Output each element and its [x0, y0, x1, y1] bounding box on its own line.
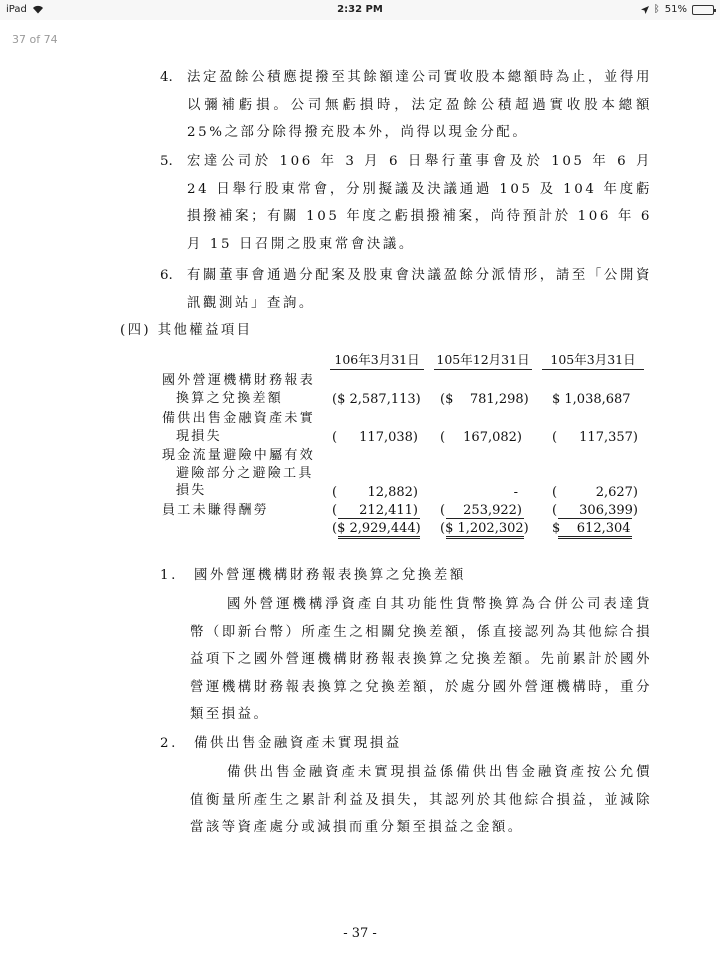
row-label-line: 備供出售金融資產未實 [162, 411, 316, 426]
row-label-line: 損失 [176, 483, 207, 498]
table-total-cell: ($ 2,929,444) [332, 521, 421, 536]
subtotal-rule [446, 518, 524, 519]
explanation-paragraph: 備供出售金融資產未實現損益係備供出售金融資產按公允價值衡量所產生之累計利益及損失，其認列於其他綜合損益，並減除當該等資產處分或減損而重分類至損益之金額。 [190, 765, 652, 835]
total-rule [446, 536, 524, 537]
row-label [162, 502, 269, 520]
column-header: 105年12月31日 [434, 352, 532, 370]
paren-mark: ( [332, 485, 338, 500]
total-rule [558, 538, 632, 539]
paren-mark: ( [552, 485, 558, 500]
section-title: (四) 其他權益項目 [120, 323, 253, 338]
paren-mark: ( [440, 503, 446, 518]
note-number: 4. [160, 70, 173, 85]
total-rule [338, 538, 420, 539]
paren-mark: ( [552, 430, 558, 445]
table-cell: 2,627) [595, 485, 638, 500]
total-rule [446, 538, 524, 539]
row-label-line: 避險部分之避險工具 [176, 465, 314, 481]
row-label [162, 447, 315, 500]
note-number: 6. [160, 268, 173, 283]
explanation-heading: 2. 備供出售金融資產未實現損益 [160, 736, 402, 751]
paren-mark: ( [440, 430, 446, 445]
table-total-cell: $ 612,304 [552, 521, 631, 536]
table-cell: 253,922) [463, 503, 522, 518]
column-header: 106年3月31日 [330, 352, 424, 370]
paren-mark: ( [552, 503, 558, 518]
table-cell: ($ 2,587,113) [332, 392, 421, 407]
note-item [160, 262, 652, 317]
row-label-line: 現金流量避險中屬有效 [162, 448, 316, 463]
note-text: 有關董事會通過分配案及股東會決議盈餘分派情形，請至「公開資訊觀測站」查詢。 [187, 268, 652, 311]
row-label-line: 現損失 [176, 428, 222, 444]
paren-mark: ( [332, 503, 338, 518]
page-number: - 37 - [343, 926, 377, 941]
subtotal-rule [558, 518, 632, 519]
note-number: 5. [160, 154, 173, 169]
device-label: iPad [6, 4, 27, 15]
explanation-heading: 1. 國外營運機構財務報表換算之兌換差額 [160, 568, 466, 583]
table-cell: ($ 781,298) [440, 392, 529, 407]
table-total-cell: ($ 1,202,302) [440, 521, 529, 536]
table-cell: $ 1,038,687 [552, 392, 631, 407]
column-header: 105年3月31日 [542, 352, 644, 370]
subtotal-rule [338, 518, 420, 519]
row-label-line: 員工未賺得酬勞 [162, 503, 270, 518]
row-label-line: 換算之兌換差額 [176, 390, 284, 406]
table-cell: 117,357) [579, 430, 638, 445]
note-text: 法定盈餘公積應提撥至其餘額達公司實收股本總額時為止，並得用以彌補虧損。公司無虧損時，法定盈餘公積超過實收股本總額 25%之部分除得撥充股本外，尚得以現金分配。 [187, 70, 652, 140]
note-item [160, 64, 652, 147]
table-cell: - [513, 485, 518, 500]
battery-percent: 51% [664, 4, 687, 15]
clock: 2:32 PM [337, 4, 383, 15]
explanation-paragraph: 國外營運機構淨資產自其功能性貨幣換算為合併公司表達貨幣（即新台幣）所產生之相關兌換差額，係直接認列為其他綜合損益項下之國外營運機構財務報表換算之兌換差額。先前累計於國外營運機構財務報表換算之兌換差額，於處分國外營運機構時，重分類至損益。 [190, 597, 652, 722]
total-rule [558, 536, 632, 537]
note-text: 宏達公司於 106 年 3 月 6 日舉行董事會及於 105 年 6 月 24 日舉行股東常會，分別擬議及決議通過 105 及 104 年度虧損撥補案；有關 105 年度之虧損撥補案，尚待預計於 106 年 6 月 15 日召開之股東常會決議。 [187, 154, 652, 252]
row-label [162, 372, 315, 407]
page-indicator: 37 of 74 [12, 33, 58, 46]
row-label-line: 國外營運機構財務報表 [162, 373, 316, 388]
table-cell: 167,082) [463, 430, 522, 445]
total-rule [338, 536, 420, 537]
note-item [160, 148, 652, 258]
bluetooth-icon: ᛒ [653, 4, 660, 15]
table-cell: 12,882) [367, 485, 418, 500]
paren-mark: ( [332, 430, 338, 445]
row-label [162, 410, 315, 445]
table-cell: 117,038) [359, 430, 418, 445]
table-cell: 212,411) [359, 503, 418, 518]
table-cell: 306,399) [579, 503, 638, 518]
